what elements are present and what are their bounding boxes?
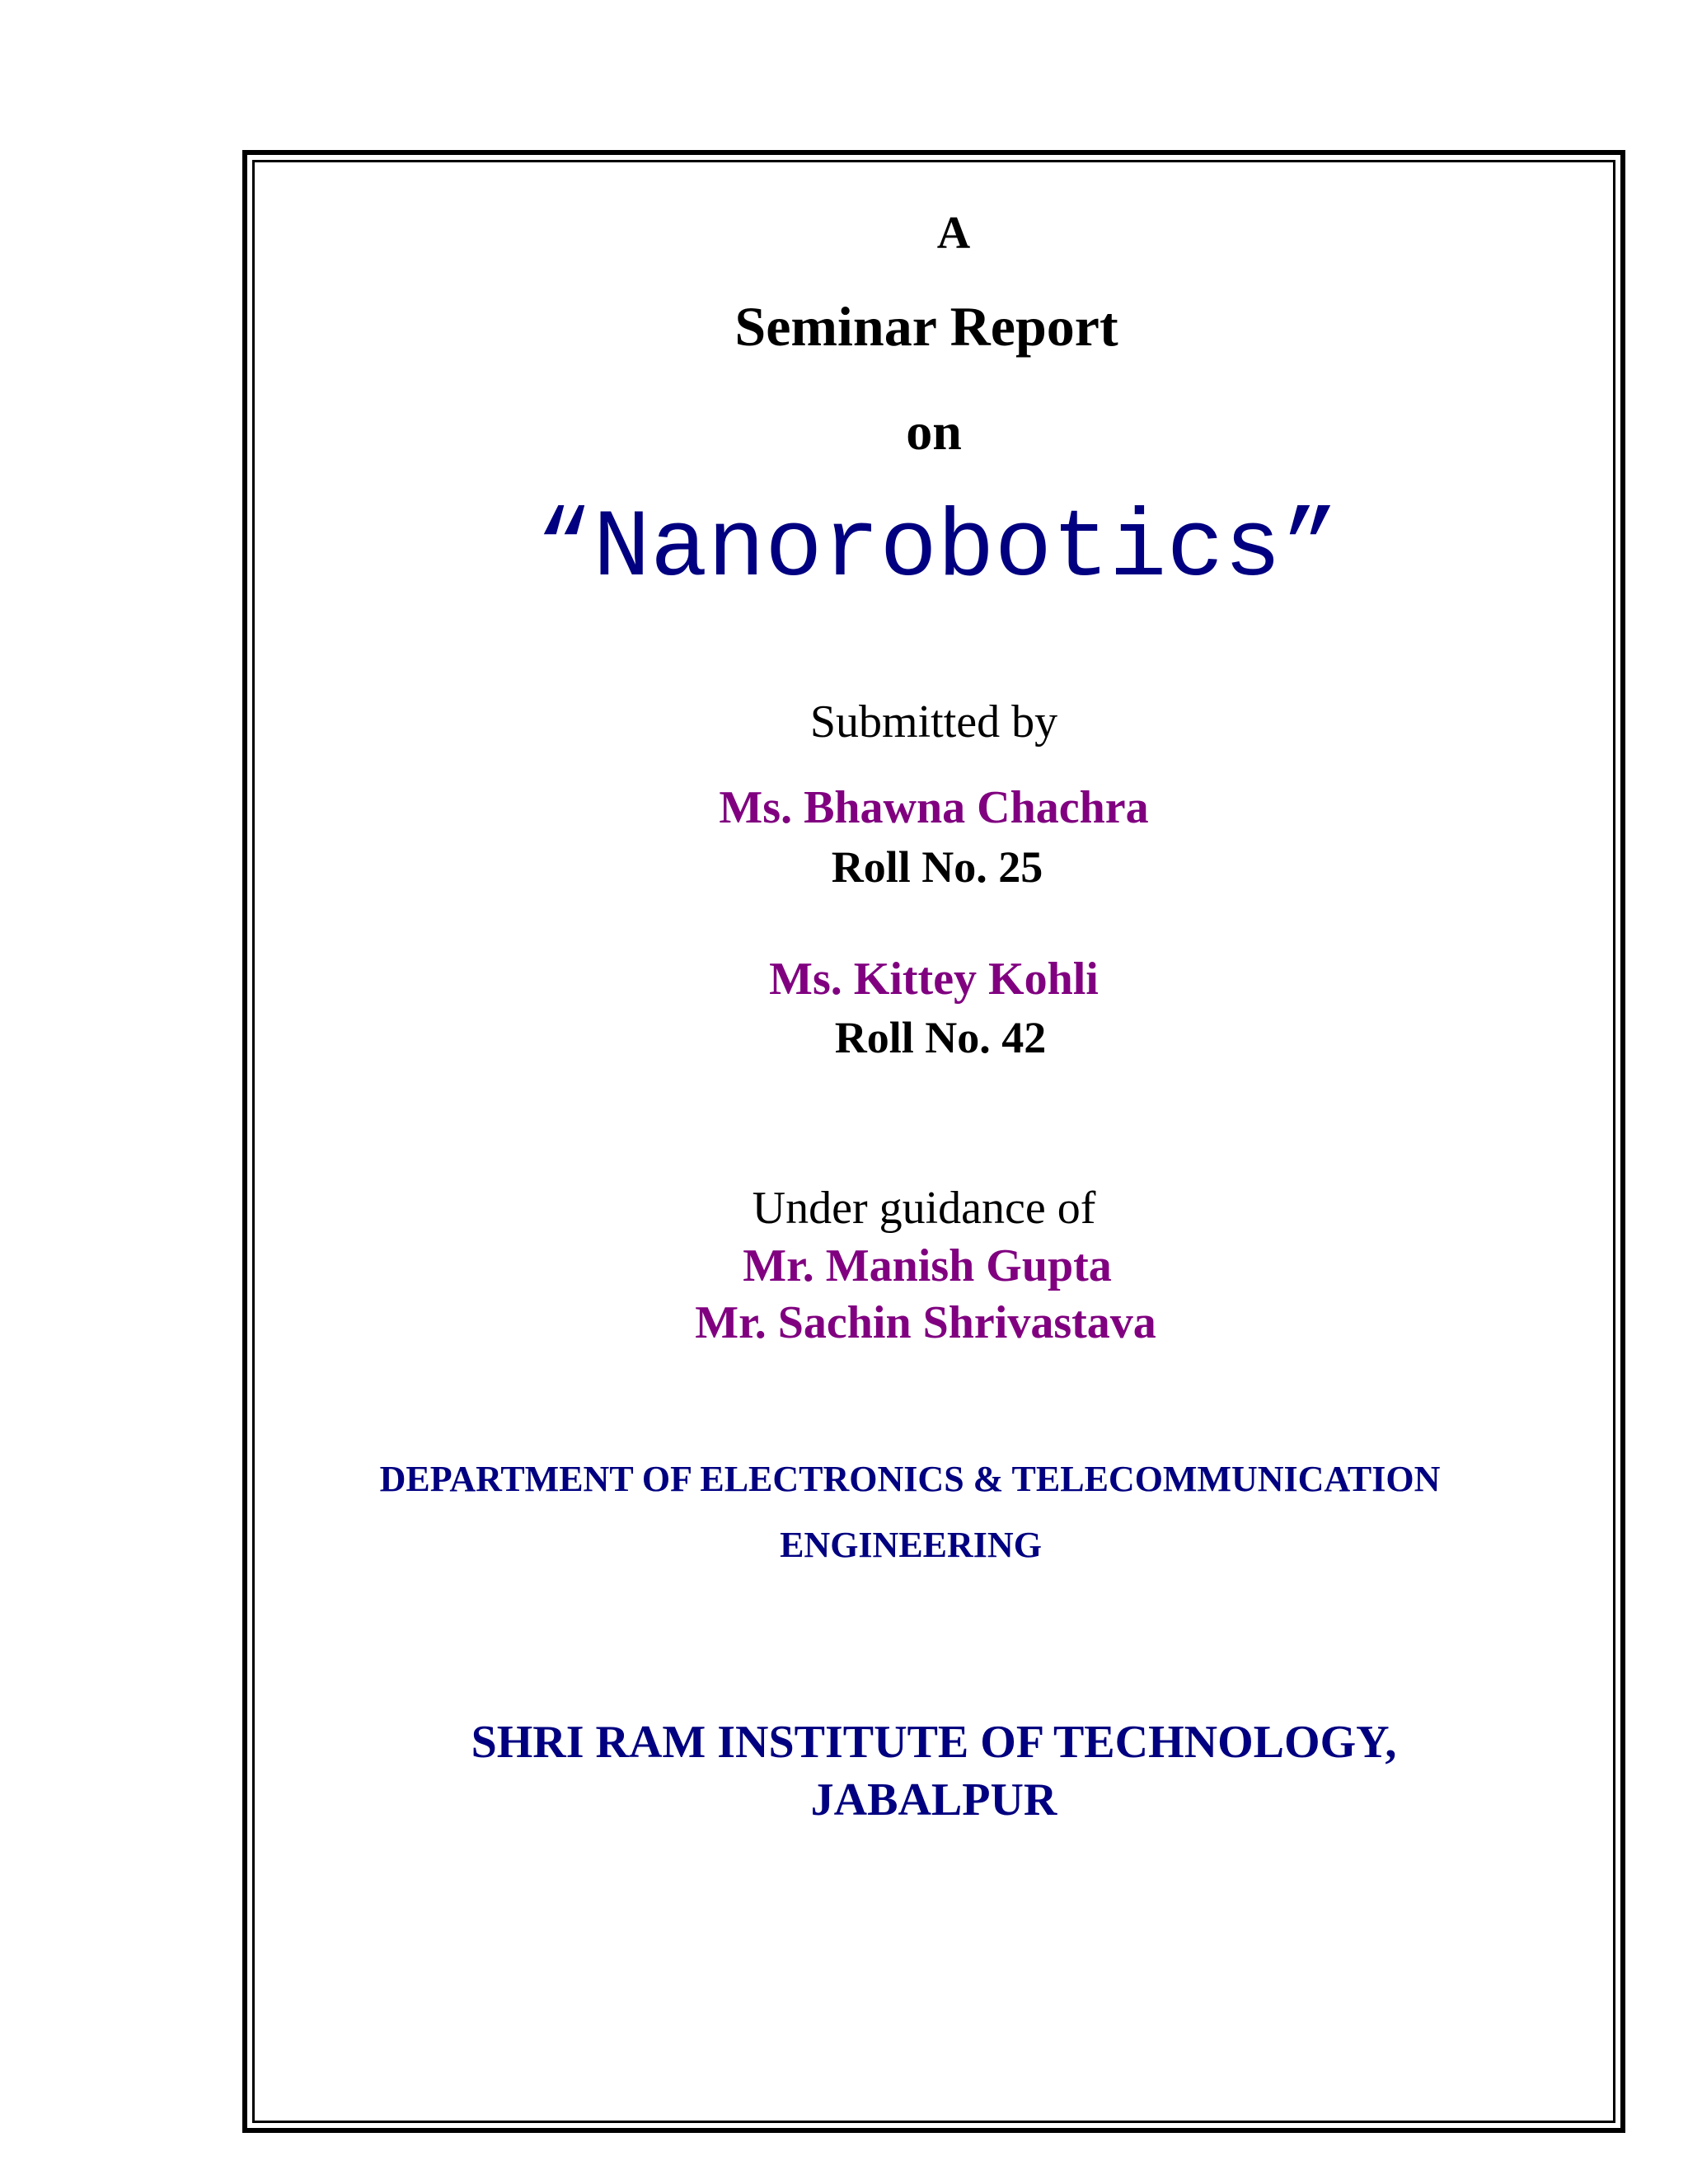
institute-name-line: SHRI RAM INSTITUTE OF TECHNOLOGY, xyxy=(471,1717,1397,1768)
department-name-line: DEPARTMENT OF ELECTRONICS & TELECOMMUNICATION xyxy=(379,1459,1441,1499)
guide-name: Mr. Manish Gupta xyxy=(743,1240,1112,1291)
title-preposition: on xyxy=(906,402,962,461)
guide-name: Mr. Sachin Shrivastava xyxy=(695,1297,1156,1348)
title-article: A xyxy=(936,208,971,259)
author-roll-number: Roll No. 42 xyxy=(834,1013,1047,1062)
author-name: Ms. Bhawna Chachra xyxy=(719,782,1149,833)
submitted-by-label: Submitted by xyxy=(809,696,1058,748)
author-roll-number: Roll No. 25 xyxy=(831,842,1043,892)
department-name-line: ENGINEERING xyxy=(780,1525,1042,1565)
report-type-heading: Seminar Report xyxy=(734,295,1118,358)
institute-city-line: JABALPUR xyxy=(810,1774,1057,1825)
report-topic-title: “Nanorobotics” xyxy=(535,494,1339,603)
guidance-label: Under guidance of xyxy=(752,1183,1096,1234)
author-name: Ms. Kittey Kohli xyxy=(769,954,1099,1005)
